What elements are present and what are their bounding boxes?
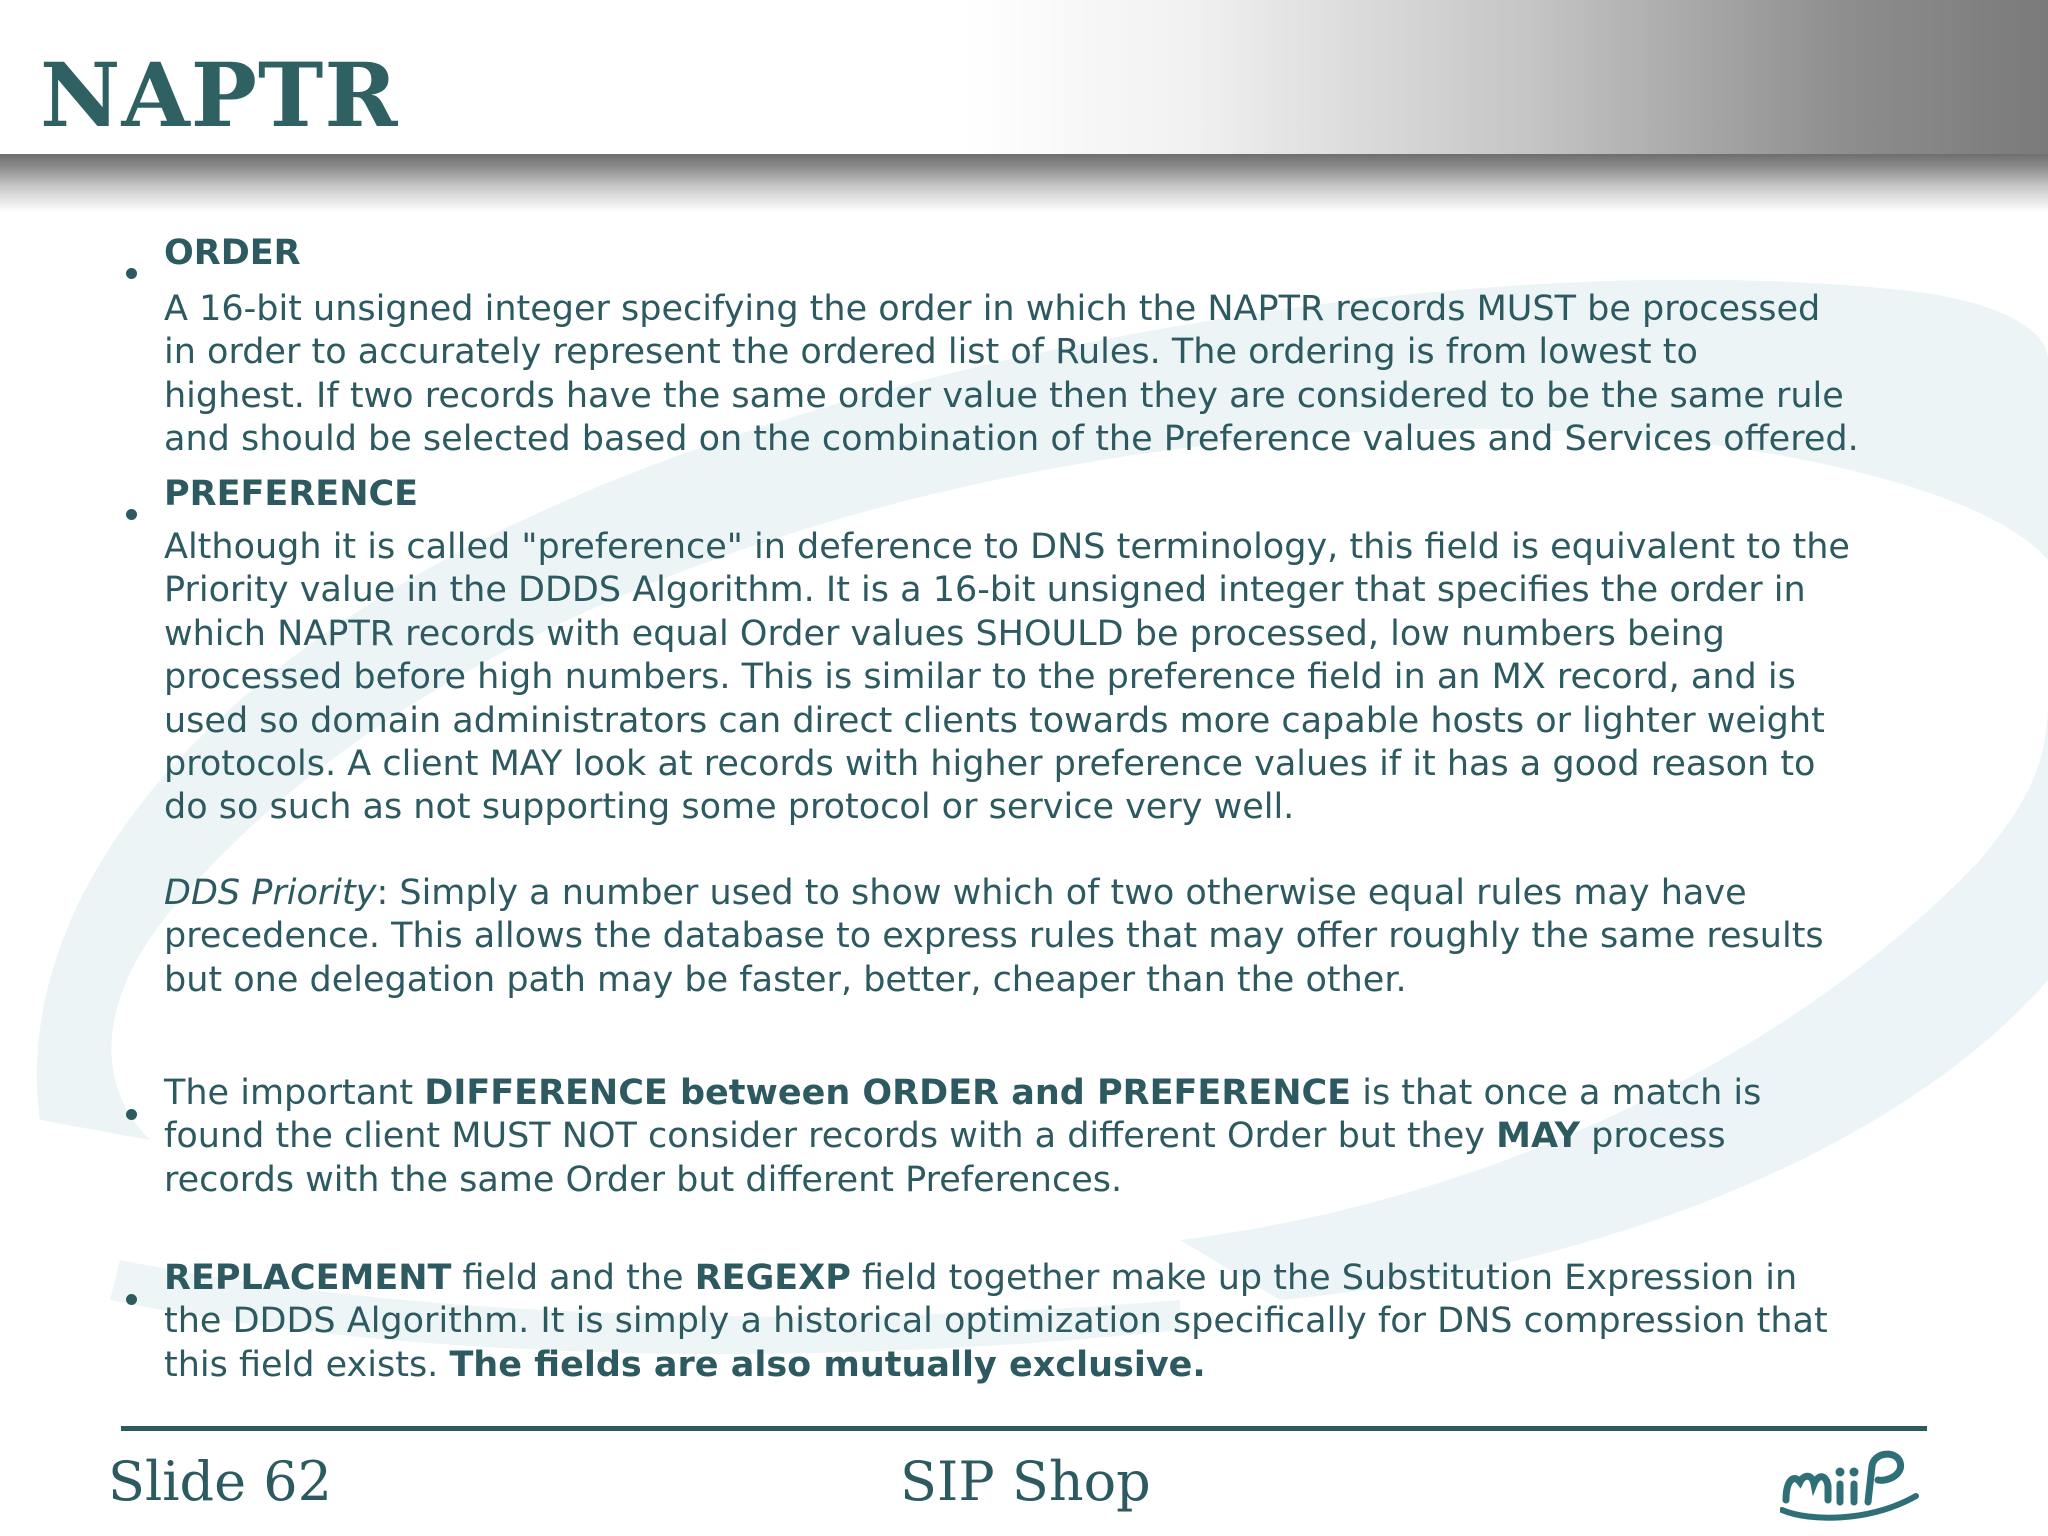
bullet-body — [164, 1072, 1924, 1202]
bullet-body — [164, 1257, 1924, 1387]
text-line: Priority value in the DDDS Algorithm. It is a 16-bit unsigned integer that specifies the order in — [164, 570, 1806, 611]
text-line: but one delegation path may be faster, better, cheaper than the other. — [164, 959, 1407, 1000]
text-line: found the client MUST NOT consider records with a different Order but they MAY process — [164, 1116, 1726, 1157]
text-line: do so such as not supporting some protocol or service very well. — [164, 787, 1295, 828]
bullet-body — [164, 526, 1924, 830]
bullet-body — [164, 288, 1924, 462]
bullet-dot — [126, 1294, 137, 1305]
footer-title: SIP Shop — [900, 1450, 1151, 1513]
text-line: the DDDS Algorithm. It is simply a historical optimization specifically for DNS compression that — [164, 1301, 1828, 1342]
dds-priority-term: DDS Priority — [164, 872, 377, 913]
text-line: used so domain administrators can direct clients towards more capable hosts or lighter weight — [164, 700, 1825, 741]
text-line: precedence. This allows the database to express rules that may offer roughly the same results — [164, 916, 1824, 957]
text-line: in order to accurately represent the ordered list of Rules. The ordering is from lowest to — [164, 332, 1698, 373]
text-line: protocols. A client MAY look at records with higher preference values if it has a good reason to — [164, 744, 1816, 785]
text-line: highest. If two records have the same order value then they are considered to be the same rule — [164, 375, 1844, 416]
text-line: Although it is called "preference" in deference to DNS terminology, this field is equivalent to the — [164, 527, 1850, 567]
text-line: which NAPTR records with equal Order values SHOULD be processed, low numbers being — [164, 613, 1725, 654]
bullet-replacement — [164, 1257, 1924, 1387]
bullet-difference — [164, 1072, 1924, 1202]
text-line: The important DIFFERENCE between ORDER and PREFERENCE is that once a match is — [164, 1073, 1762, 1113]
text-line: REPLACEMENT field and the REGEXP field together make up the Substitution Expression in — [164, 1258, 1798, 1298]
text-line: this field exists. The fields are also mutually exclusive. — [164, 1344, 1206, 1385]
footer-divider — [121, 1426, 1927, 1431]
mit-logo-icon — [1780, 1440, 1920, 1524]
bullet-heading: PREFERENCE — [164, 474, 419, 514]
bullet-preference — [164, 473, 1924, 1002]
bullet-dot — [126, 268, 137, 279]
bullet-heading: ORDER — [164, 233, 301, 273]
slide-title: NAPTR — [40, 43, 399, 147]
text-line: and should be selected based on the combination of the Preference values and Services offered. — [164, 419, 1859, 460]
text-line: records with the same Order but different Preferences. — [164, 1159, 1123, 1200]
text-line: DDS Priority: Simply a number used to show which of two otherwise equal rules may have — [164, 872, 1747, 913]
text-line: processed before high numbers. This is similar to the preference field in an MX record, and is — [164, 657, 1796, 698]
bullet-dot — [126, 509, 137, 520]
text-line: A 16-bit unsigned integer specifying the order in which the NAPTR records MUST be processed — [164, 289, 1821, 329]
bullet-order — [164, 232, 1924, 462]
bullet-dot — [126, 1109, 137, 1120]
dds-priority-note — [164, 872, 1924, 1002]
slide-number: Slide 62 — [108, 1450, 332, 1513]
